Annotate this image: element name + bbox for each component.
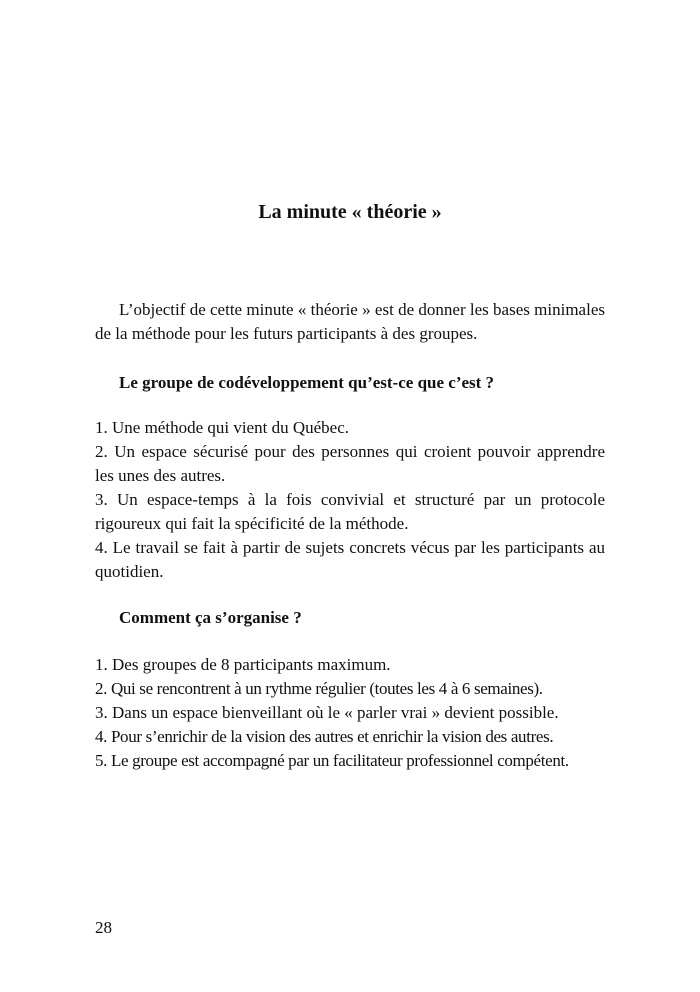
definition-list xyxy=(95,416,605,584)
list-item: 3. Dans un espace bienveillant où le « parler vrai » devient possible. xyxy=(95,703,559,722)
organisation-list xyxy=(95,653,605,773)
list-item: 2. Un espace sécurisé pour des personnes qui croient pouvoir apprendre les unes des autres. xyxy=(95,442,605,485)
section-heading-organisation: Comment ça s’organise ? xyxy=(119,608,302,627)
list-item: 4. Le travail se fait à partir de sujets concrets vécus par les participants au quotidien. xyxy=(95,538,605,581)
intro-paragraph: L’objectif de cette minute « théorie » est de donner les bases minimales de la méthode pour les futurs participants à des groupes. xyxy=(95,300,605,343)
page-title: La minute « théorie » xyxy=(258,201,442,223)
list-item: 3. Un espace-temps à la fois convivial et structuré par un protocole rigoureux qui fait la spécificité de la méthode. xyxy=(95,490,605,533)
list-item: 4. Pour s’enrichir de la vision des autres et enrichir la vision des autres. xyxy=(95,727,554,746)
list-item: 2. Qui se rencontrent à un rythme régulier (toutes les 4 à 6 semaines). xyxy=(95,679,543,698)
section-heading-what-is-it: Le groupe de codéveloppement qu’est-ce que c’est ? xyxy=(119,373,495,392)
list-item: 1. Une méthode qui vient du Québec. xyxy=(95,418,349,437)
list-item: 5. Le groupe est accompagné par un facilitateur professionnel compétent. xyxy=(95,751,569,770)
list-item: 1. Des groupes de 8 participants maximum. xyxy=(95,655,391,674)
document-page xyxy=(95,0,605,992)
page-number: 28 xyxy=(95,918,112,937)
